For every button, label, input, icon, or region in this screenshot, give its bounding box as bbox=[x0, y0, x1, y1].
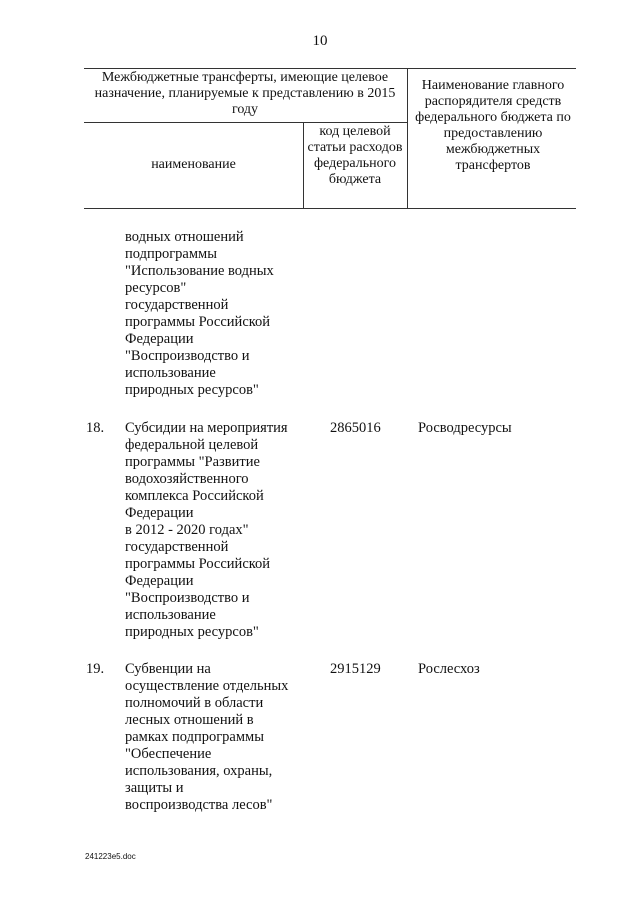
row-name: водных отношений подпрограммы "Использование водных ресурсов" государственной программы Российской Федерации "Воспроизводство и использование природных ресурсов" bbox=[125, 229, 274, 398]
header-mid-rule bbox=[84, 122, 407, 123]
row-manager: Росводресурсы bbox=[418, 420, 512, 436]
header-col-code: код целевой статьи расходов федерального бюджета bbox=[307, 124, 403, 187]
header-bottom-rule bbox=[84, 208, 576, 209]
row-code: 2865016 bbox=[330, 420, 381, 436]
document-footer: 241223e5.doc bbox=[85, 852, 136, 861]
row-name: Субвенции на осуществление отдельных полномочий в области лесных отношений в рамках подпрограммы "Обеспечение использования, охраны, защиты и воспроизводства лесов" bbox=[125, 661, 289, 813]
row-name: Субсидии на мероприятия федеральной целевой программы "Развитие водохозяйственного комплекса Российской Федерации в 2012 - 2020 годах" государственной программы Российской Федерации "Воспроизводство и использование природных ресурсов" bbox=[125, 420, 288, 640]
header-top-rule bbox=[84, 68, 576, 69]
header-divider-code bbox=[303, 122, 304, 208]
header-divider-right bbox=[407, 68, 408, 208]
header-col-name: наименование bbox=[151, 157, 236, 172]
row-number: 18. bbox=[86, 420, 105, 436]
row-number: 19. bbox=[86, 661, 105, 677]
header-col-manager: Наименование главного распорядителя средств федерального бюджета по предоставлению межбюджетных трансфертов bbox=[415, 78, 571, 173]
header-transfers-group: Межбюджетные трансферты, имеющие целевое назначение, планируемые к представлению в 2015 году bbox=[94, 70, 396, 117]
page-number: 10 bbox=[312, 33, 328, 49]
row-code: 2915129 bbox=[330, 661, 381, 677]
row-manager: Рослесхоз bbox=[418, 661, 480, 677]
